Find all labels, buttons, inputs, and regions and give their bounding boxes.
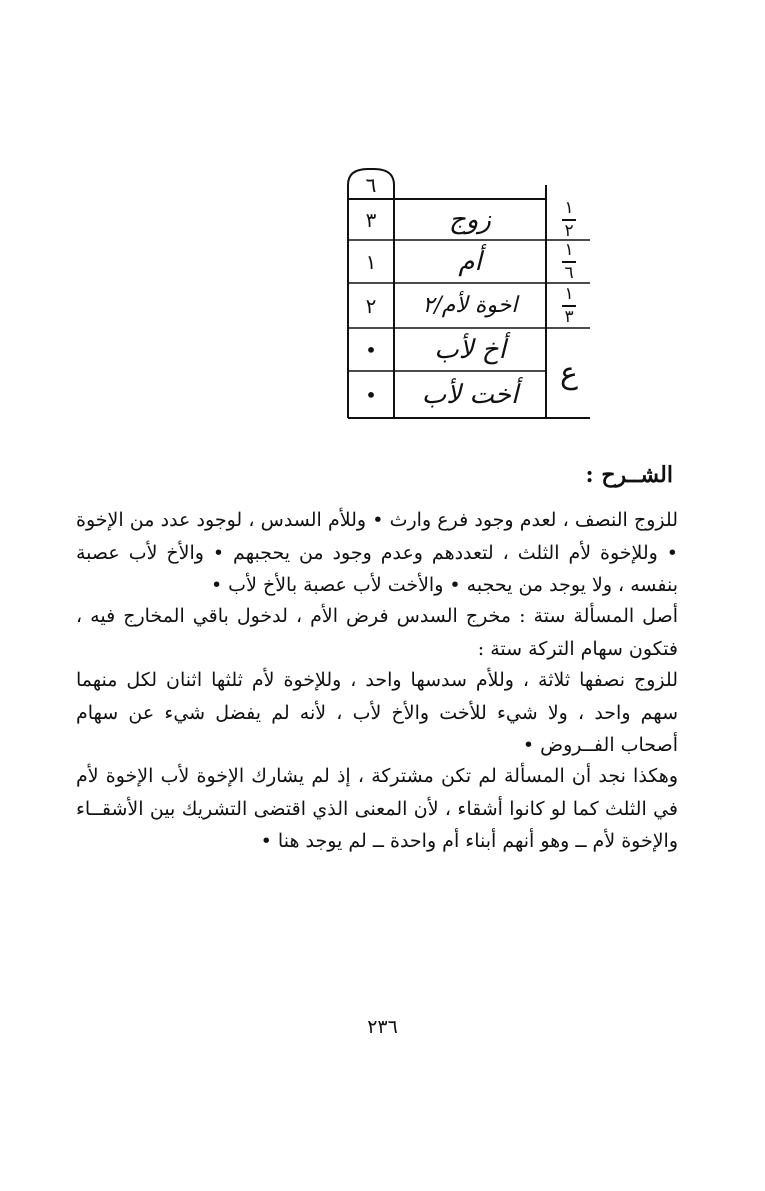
share-numerator: ١	[564, 283, 574, 304]
portion-paternal-brother: •	[365, 337, 377, 362]
heir-paternal-sister: أخت لأب	[421, 379, 519, 410]
portion-paternal-sister: •	[365, 382, 377, 407]
share-mother	[546, 240, 592, 283]
share-denominator: ٦	[564, 262, 574, 283]
portion-husband: ٣	[365, 207, 377, 232]
base-number: ٦	[365, 173, 377, 197]
share-numerator: ١	[564, 197, 574, 218]
heir-husband: زوج	[449, 204, 491, 235]
share-numerator: ١	[564, 239, 574, 260]
inheritance-table	[346, 165, 592, 420]
paragraph: للزوج النصف ، لعدم وجود فرع وارث • وللأم السدس ، لوجود عدد من الإخوة • وللإخوة لأم الثلث ، لتعددهم وعدم وجود من يحجبهم • والأخ لأب عصبة بنفسه ، ولا يوجد من يحجبه • والأخت لأب عصبة بالأخ لأب •	[76, 509, 679, 596]
share-denominator: ٣	[564, 306, 574, 327]
portion-maternal-siblings: ٢	[365, 293, 377, 318]
paragraph: وهكذا نجد أن المسألة لم تكن مشتركة ، إذ لم يشارك الإخوة لأب الإخوة لأم في الثلث كما لو كانوا أشقاء ، لأن المعنى الذي اقتضى التشريك بين الأشقــاء والإخوة لأم ــ وهو أنهم أبناء أم واحدة ــ لم يوجد هنا •	[76, 765, 678, 852]
share-maternal-siblings	[546, 283, 592, 328]
heir-maternal-siblings: اخوة لأم/٢	[422, 293, 518, 318]
page-number: ٢٣٦	[367, 1016, 398, 1038]
paragraph: للزوج نصفها ثلاثة ، وللأم سدسها واحد ، وللإخوة لأم ثلثها اثنان لكل منهما سهم واحد ، ولا شيء للأخت والأخ لأب ، لأنه لم يفضل شيء عن سهام أصحاب الفــروض •	[76, 669, 678, 756]
paragraph: أصل المسألة ستة : مخرج السدس فرض الأم ، لدخول باقي المخارج فيه ، فتكون سهام التركة ستة :	[76, 605, 678, 660]
share-denominator: ٢	[564, 220, 574, 241]
heir-paternal-brother: أخ لأب	[434, 334, 506, 365]
residuary-mark: ع	[560, 355, 578, 391]
share-husband	[546, 199, 592, 240]
portion-mother: ١	[365, 249, 377, 274]
section-heading: الشــرح :	[585, 462, 673, 488]
heir-mother: أم	[458, 246, 482, 277]
